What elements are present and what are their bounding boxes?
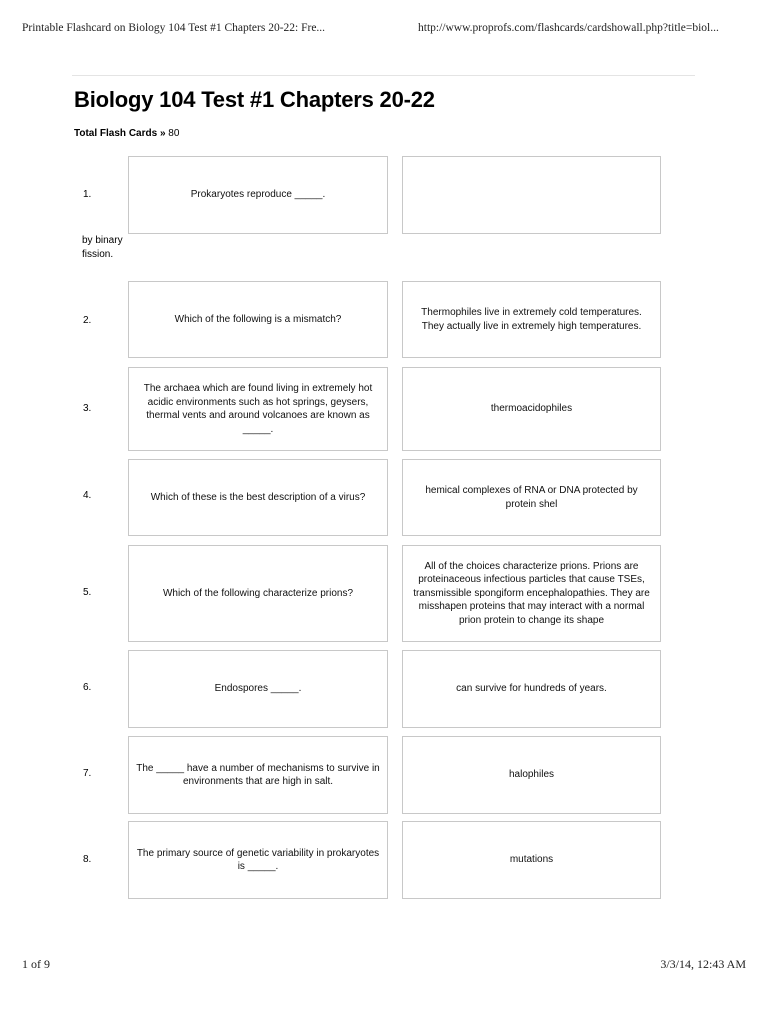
print-datetime: 3/3/14, 12:43 AM	[660, 957, 746, 971]
print-header	[22, 22, 746, 38]
total-flash-cards-value: 80	[168, 128, 180, 139]
card-number: 1.	[83, 189, 92, 200]
answer-card: thermoacidophiles	[402, 367, 661, 451]
question-card: Which of these is the best description of a virus?	[128, 459, 388, 536]
page-counter: 1 of 9	[22, 957, 50, 971]
question-card: Prokaryotes reproduce _____.	[128, 156, 388, 234]
answer-card: can survive for hundreds of years.	[402, 650, 661, 728]
answer-card: halophiles	[402, 736, 661, 814]
card-number: 5.	[83, 587, 92, 598]
question-card: Which of the following is a mismatch?	[128, 281, 388, 358]
total-flash-cards	[74, 128, 179, 139]
question-card: The primary source of genetic variability in prokaryotes is _____.	[128, 821, 388, 899]
print-footer	[22, 957, 746, 973]
print-header-title: Printable Flashcard on Biology 104 Test #1 Chapters 20-22: Fre...	[22, 22, 326, 34]
card-number: 8.	[83, 854, 92, 865]
answer-card: hemical complexes of RNA or DNA protected by protein shel	[402, 459, 661, 536]
question-card: The _____ have a number of mechanisms to survive in environments that are high in salt.	[128, 736, 388, 814]
card-number: 7.	[83, 768, 92, 779]
stray-answer-text: by binary fission.	[82, 235, 123, 260]
question-card: Which of the following characterize prions?	[128, 545, 388, 642]
question-card: Endospores _____.	[128, 650, 388, 728]
card-number: 3.	[83, 403, 92, 414]
answer-card: mutations	[402, 821, 661, 899]
card-number: 4.	[83, 490, 92, 501]
question-card: The archaea which are found living in extremely hot acidic environments such as hot springs, geysers, thermal vents and around volcanoes are known as _____.	[128, 367, 388, 451]
answer-card: All of the choices characterize prions. Prions are proteinaceous infectious particles that cause TSEs, transmissible spongiform encephalopathies. They are misshapen proteins that may interact with a normal prion protein to change its shape	[402, 545, 661, 642]
card-number: 6.	[83, 682, 92, 693]
page-title: Biology 104 Test #1 Chapters 20-22	[74, 87, 435, 112]
answer-card: Thermophiles live in extremely cold temperatures. They actually live in extremely high temperatures.	[402, 281, 661, 358]
print-header-url[interactable]: http://www.proprofs.com/flashcards/cardshowall.php?title=biol...	[418, 22, 719, 34]
answer-card	[402, 156, 661, 234]
card-number: 2.	[83, 315, 92, 326]
total-flash-cards-label: Total Flash Cards »	[74, 128, 166, 139]
divider	[72, 75, 695, 76]
